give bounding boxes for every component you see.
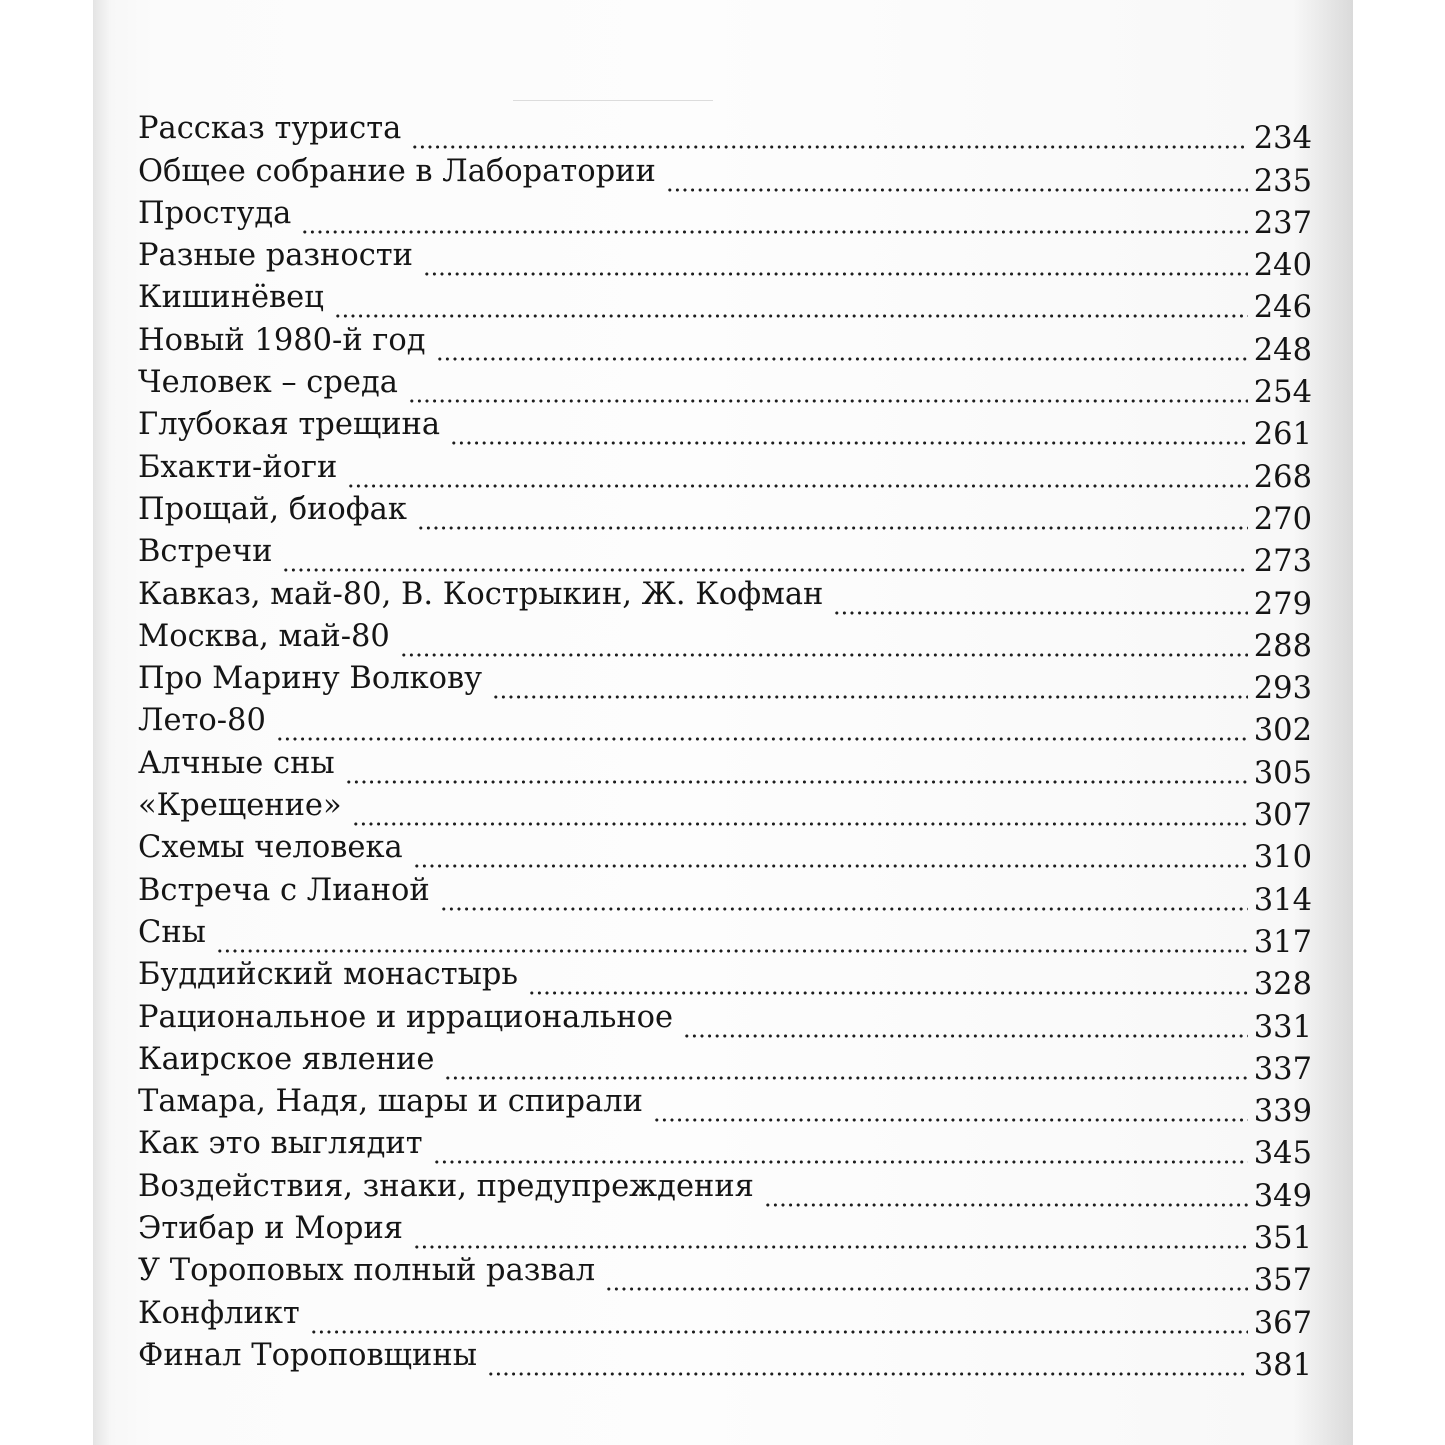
toc-dot-leader	[310, 1329, 1248, 1335]
toc-entry-title: «Крещение»	[138, 788, 342, 824]
toc-entry-title: Прощай, биофак	[138, 491, 407, 527]
toc-page-number: 310	[1253, 840, 1312, 876]
toc-entry-title: Лето-80	[138, 703, 266, 739]
toc-entry	[138, 1211, 1312, 1257]
toc-page-number: 339	[1253, 1094, 1312, 1130]
toc-dot-leader	[528, 990, 1248, 996]
toc-entry	[138, 1168, 1312, 1214]
toc-page-number: 234	[1253, 121, 1312, 157]
toc-dot-leader	[334, 313, 1248, 319]
toc-dot-leader	[440, 906, 1248, 912]
toc-page-number: 305	[1253, 755, 1312, 791]
toc-entry	[138, 1339, 1312, 1381]
toc-entry-title: Про Марину Волкову	[138, 661, 483, 697]
toc-page-number: 331	[1253, 1009, 1312, 1045]
toc-entry	[138, 1043, 1312, 1085]
toc-dot-leader	[833, 610, 1247, 616]
toc-dot-leader	[301, 229, 1247, 235]
toc-dot-leader	[764, 1202, 1248, 1208]
toc-page-number: 248	[1253, 332, 1312, 368]
toc-entry-title: Буддийский монастырь	[138, 957, 519, 993]
toc-dot-leader	[282, 567, 1247, 573]
toc-entry	[138, 745, 1312, 791]
toc-entry	[138, 493, 1312, 535]
toc-dot-leader	[433, 1159, 1248, 1165]
toc-entry-title: Конфликт	[138, 1295, 300, 1331]
toc-entry	[138, 788, 1312, 834]
toc-entry-title: Схемы человека	[138, 830, 403, 866]
toc-entry-title: Как это выглядит	[138, 1126, 423, 1162]
toc-dot-leader	[413, 863, 1248, 869]
toc-page-number: 381	[1253, 1347, 1312, 1383]
toc-entry	[138, 999, 1312, 1045]
toc-entry-title: Рациональное и иррациональное	[138, 999, 674, 1035]
toc-page-number: 328	[1253, 967, 1312, 1003]
toc-entry	[138, 957, 1312, 1003]
toc-dot-leader	[347, 483, 1247, 489]
toc-entry-title: Простуда	[138, 195, 292, 231]
toc-entry-title: Разные разности	[138, 238, 414, 274]
toc-entry-title: Финал Тороповщины	[138, 1337, 477, 1373]
toc-page-number: 240	[1253, 248, 1312, 284]
toc-entry	[138, 322, 1312, 368]
toc-page-number: 246	[1253, 290, 1312, 326]
toc-entry	[138, 407, 1312, 453]
toc-entry-title: Этибар и Мория	[138, 1211, 404, 1247]
toc-dot-leader	[417, 525, 1248, 531]
table-of-contents	[138, 112, 1312, 1381]
show-through-rule	[513, 100, 713, 101]
toc-entry-title: Тамара, Надя, шары и спирали	[138, 1084, 643, 1120]
toc-entry	[138, 238, 1312, 284]
toc-dot-leader	[487, 1371, 1248, 1377]
toc-page-number: 273	[1253, 544, 1312, 580]
toc-page-number: 288	[1253, 628, 1312, 664]
toc-entry-title: Глубокая трещина	[138, 407, 441, 443]
toc-dot-leader	[653, 1117, 1248, 1123]
toc-entry	[138, 1084, 1312, 1130]
toc-entry-title: Бхакти-йоги	[138, 449, 338, 485]
toc-page-number: 337	[1253, 1051, 1312, 1087]
toc-entry	[138, 1126, 1312, 1172]
toc-dot-leader	[605, 1286, 1248, 1292]
toc-dot-leader	[492, 694, 1248, 700]
toc-entry-title: Кавказ, май-80, В. Кострыкин, Ж. Кофман	[138, 576, 824, 612]
toc-entry-title: Сны	[138, 914, 206, 950]
toc-entry	[138, 280, 1312, 326]
toc-entry-title: Алчные сны	[138, 745, 335, 781]
toc-entry	[138, 830, 1312, 876]
toc-page-number: 345	[1253, 1136, 1312, 1172]
toc-entry	[138, 365, 1312, 411]
toc-entry-title: У Тороповых полный развал	[138, 1253, 596, 1289]
toc-entry	[138, 620, 1312, 662]
toc-page-number: 317	[1253, 924, 1312, 960]
toc-page-number: 314	[1253, 882, 1312, 918]
toc-page-number: 268	[1253, 459, 1312, 495]
toc-dot-leader	[413, 1244, 1248, 1250]
toc-entry-title: Кишинёвец	[138, 280, 324, 316]
toc-entry-title: Общее собрание в Лаборатории	[138, 153, 656, 189]
toc-page-number: 261	[1253, 417, 1312, 453]
toc-dot-leader	[411, 144, 1248, 150]
toc-page-number: 279	[1253, 586, 1312, 622]
toc-dot-leader	[436, 356, 1248, 362]
toc-dot-leader	[408, 398, 1248, 404]
toc-page-number: 367	[1253, 1305, 1312, 1341]
toc-dot-leader	[216, 948, 1248, 954]
toc-entry	[138, 197, 1312, 239]
toc-page-number: 302	[1253, 713, 1312, 749]
toc-dot-leader	[666, 187, 1248, 193]
toc-entry	[138, 872, 1312, 918]
toc-dot-leader	[276, 736, 1248, 742]
toc-entry-title: Новый 1980-й год	[138, 322, 426, 358]
toc-entry	[138, 1295, 1312, 1341]
toc-page-number: 270	[1253, 501, 1312, 537]
toc-page-number: 357	[1253, 1263, 1312, 1299]
toc-page-number: 237	[1253, 205, 1312, 241]
toc-entry-title: Каирское явление	[138, 1041, 435, 1077]
toc-entry	[138, 916, 1312, 958]
toc-page-number: 254	[1253, 375, 1312, 411]
toc-page-number: 307	[1253, 798, 1312, 834]
toc-entry	[138, 153, 1312, 199]
toc-entry	[138, 661, 1312, 707]
toc-entry-title: Встречи	[138, 534, 273, 570]
toc-entry	[138, 703, 1312, 749]
toc-entry	[138, 449, 1312, 495]
toc-page-number: 351	[1253, 1221, 1312, 1257]
toc-dot-leader	[345, 779, 1248, 785]
toc-page-number: 349	[1253, 1178, 1312, 1214]
toc-dot-leader	[450, 440, 1248, 446]
toc-entry-title: Рассказ туриста	[138, 111, 402, 147]
toc-dot-leader	[444, 1075, 1247, 1081]
toc-page-number: 235	[1253, 163, 1312, 199]
toc-dot-leader	[352, 821, 1248, 827]
toc-entry	[138, 534, 1312, 580]
toc-entry	[138, 576, 1312, 622]
toc-entry	[138, 111, 1312, 157]
toc-dot-leader	[400, 652, 1248, 658]
toc-entry-title: Встреча с Лианой	[138, 872, 430, 908]
toc-entry-title: Москва, май-80	[138, 618, 390, 654]
toc-page-number: 293	[1253, 671, 1312, 707]
toc-dot-leader	[423, 271, 1248, 277]
toc-entry-title: Человек – среда	[138, 365, 398, 401]
toc-entry-title: Воздействия, знаки, предупреждения	[138, 1168, 754, 1204]
toc-dot-leader	[683, 1033, 1248, 1039]
toc-entry	[138, 1253, 1312, 1299]
